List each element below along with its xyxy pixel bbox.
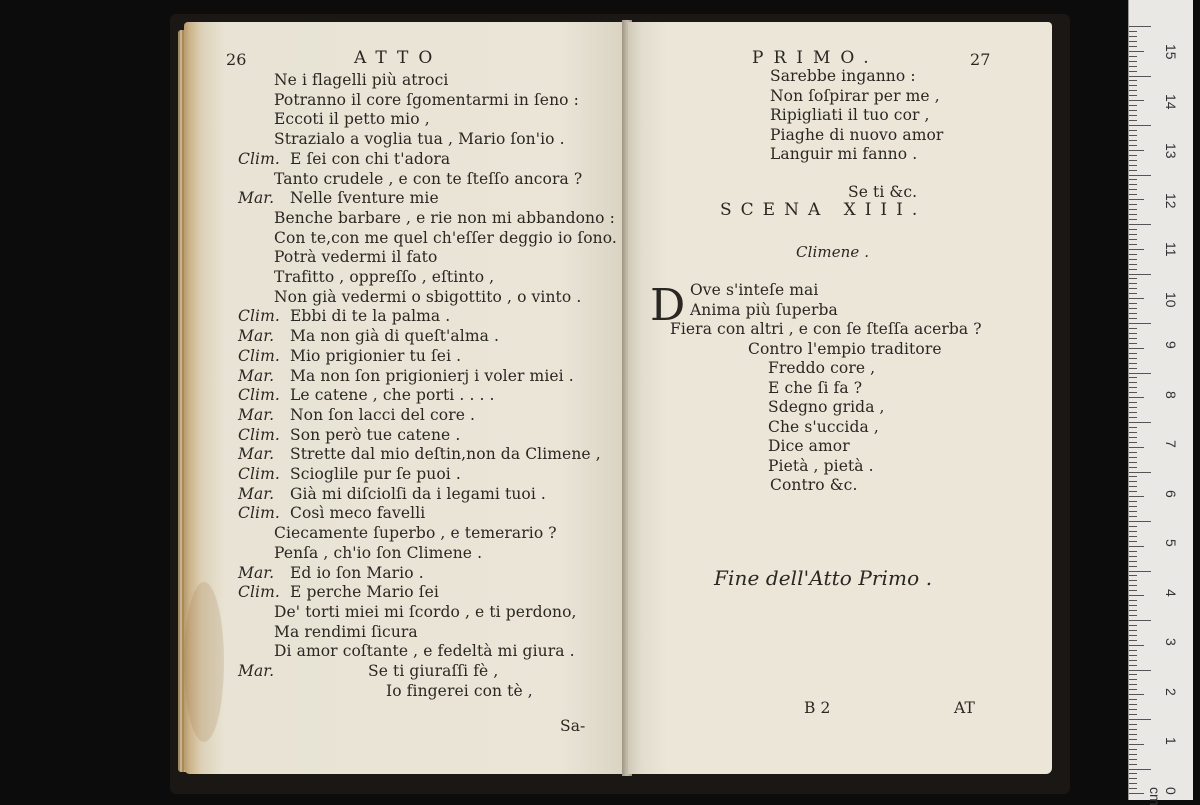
- scene-line: Freddo core ,: [768, 358, 875, 378]
- dialogue-line: Non ſon lacci del core .: [290, 405, 475, 425]
- ruler-tick: [1129, 625, 1137, 626]
- ruler-tick: [1129, 645, 1144, 646]
- ruler-tick: [1129, 778, 1137, 779]
- ruler-tick: [1129, 363, 1137, 364]
- ruler-tick: [1129, 491, 1137, 492]
- dialogue-line: Ma rendimi ſicura: [274, 622, 418, 642]
- ruler-tick: [1129, 120, 1137, 121]
- ruler-tick: [1129, 234, 1137, 235]
- dialogue-line: Ma non ſon prigionierj i voler miei .: [290, 366, 574, 386]
- dialogue-line: Potranno il core ſgomentarmi in ſeno :: [274, 90, 579, 110]
- ruler-tick: [1129, 76, 1151, 77]
- dialogue-line: Trafitto , oppreſſo , eſtinto ,: [274, 267, 494, 287]
- ruler-tick: [1129, 150, 1144, 151]
- dialogue-line: De' torti miei mi ſcordo , e ti perdono,: [274, 602, 577, 622]
- ruler-tick: [1129, 283, 1137, 284]
- ruler-tick: [1129, 585, 1137, 586]
- running-head-right: PRIMO.: [752, 48, 879, 68]
- ruler-label: 11: [1163, 242, 1179, 257]
- dialogue-line: Son però tue catene .: [290, 425, 460, 445]
- scene-line: Pietà , pietà .: [768, 456, 874, 476]
- dialogue-line: Ciecamente ſuperbo , e temerario ?: [274, 523, 557, 543]
- ruler-tick: [1129, 165, 1137, 166]
- ruler-tick: [1129, 630, 1137, 631]
- aria-line: Non ſoſpirar per me ,: [770, 86, 940, 106]
- ruler-tick: [1129, 531, 1137, 532]
- ruler-tick: [1129, 699, 1137, 700]
- ruler-tick: [1129, 422, 1151, 423]
- ruler-tick: [1129, 274, 1151, 275]
- ruler-tick: [1129, 580, 1137, 581]
- speaker-label: Clim.: [238, 306, 280, 326]
- ruler-label: 10: [1163, 292, 1179, 308]
- dialogue-line: Benche barbare , e rie non mi abbandono :: [274, 208, 615, 228]
- speaker-label: Mar.: [238, 563, 274, 583]
- ruler-tick: [1129, 571, 1151, 572]
- ruler-tick: [1129, 368, 1137, 369]
- dialogue-line: Scioglile pur ſe puoi .: [290, 464, 461, 484]
- scene-title: SCENA XIII.: [720, 200, 926, 220]
- ruler-tick: [1129, 719, 1151, 720]
- catchword-right: AT: [954, 698, 975, 718]
- dialogue-line: Ma non già di queſt'alma .: [290, 326, 499, 346]
- page-number-right: 27: [970, 50, 991, 70]
- ruler-tick: [1129, 229, 1137, 230]
- foxing-stain: [184, 582, 224, 742]
- ruler-tick: [1129, 179, 1137, 180]
- ruler-tick: [1129, 269, 1137, 270]
- ruler-tick: [1129, 373, 1151, 374]
- ruler-tick: [1129, 595, 1144, 596]
- ruler-tick: [1129, 323, 1151, 324]
- ruler-tick: [1129, 541, 1137, 542]
- ruler-tick: [1129, 26, 1151, 27]
- ruler-tick: [1129, 377, 1137, 378]
- closing-line: Fine dell'Atto Primo .: [714, 568, 932, 588]
- ruler-label: 5: [1163, 539, 1179, 547]
- ruler-tick: [1129, 46, 1137, 47]
- ruler-tick: [1129, 575, 1137, 576]
- ruler-tick: [1129, 71, 1137, 72]
- ruler-tick: [1129, 694, 1144, 695]
- ruler-tick: [1129, 476, 1137, 477]
- dialogue-line: Ne i flagelli più atroci: [274, 70, 448, 90]
- speaker-label: Mar.: [238, 326, 274, 346]
- ruler-tick: [1129, 125, 1151, 126]
- aria-line: Sarebbe inganno :: [770, 66, 916, 86]
- ruler-tick: [1129, 90, 1137, 91]
- dialogue-line: Di amor coſtante , e fedeltà mi giura .: [274, 641, 575, 661]
- ruler-label: 0 cm: [1147, 787, 1179, 805]
- ruler-tick: [1129, 382, 1137, 383]
- ruler-tick: [1129, 739, 1137, 740]
- ruler-tick: [1129, 442, 1137, 443]
- ruler-tick: [1129, 660, 1137, 661]
- ruler-tick: [1129, 566, 1137, 567]
- ruler-tick: [1129, 130, 1137, 131]
- dialogue-line: Non già vedermi o sbigottito , o vinto .: [274, 287, 581, 307]
- dialogue-line: Strette dal mio deſtin,non da Climene ,: [290, 444, 601, 464]
- ruler-tick: [1129, 110, 1137, 111]
- ruler-tick: [1129, 407, 1137, 408]
- ruler-tick: [1129, 303, 1137, 304]
- aria-line: Ripigliati il tuo cor ,: [770, 105, 930, 125]
- dialogue-line: Mio prigionier tu ſei .: [290, 346, 461, 366]
- ruler-tick: [1129, 333, 1137, 334]
- ruler-tick: [1129, 432, 1137, 433]
- ruler-label: 9: [1163, 341, 1179, 349]
- ruler-tick: [1129, 254, 1137, 255]
- dialogue-line: Io fingerei con tè ,: [386, 681, 533, 701]
- ruler-tick: [1129, 684, 1137, 685]
- ruler-tick: [1129, 526, 1137, 527]
- ruler-tick: [1129, 105, 1137, 106]
- scene-line: Contro &c.: [770, 475, 857, 495]
- ruler-tick: [1129, 209, 1137, 210]
- ruler-tick: [1129, 249, 1144, 250]
- dialogue-line: Se ti giuraſſi fè ,: [368, 661, 498, 681]
- ruler-tick: [1129, 219, 1137, 220]
- speaker-label: Mar.: [238, 444, 274, 464]
- scene-line: Sdegno grida ,: [768, 397, 885, 417]
- ruler-tick: [1129, 417, 1137, 418]
- ruler-tick: [1129, 783, 1137, 784]
- ruler-tick: [1129, 259, 1137, 260]
- ruler-tick: [1129, 437, 1137, 438]
- aria-line: Piaghe di nuovo amor: [770, 125, 943, 145]
- ruler-tick: [1129, 184, 1137, 185]
- ruler-tick: [1129, 759, 1137, 760]
- ruler-tick: [1129, 31, 1137, 32]
- ruler-label: 2: [1163, 688, 1179, 696]
- ruler-tick: [1129, 387, 1137, 388]
- ruler-tick: [1129, 556, 1137, 557]
- ruler-tick: [1129, 472, 1151, 473]
- ruler-tick: [1129, 729, 1137, 730]
- ruler-tick: [1129, 764, 1137, 765]
- ruler-label: 8: [1163, 391, 1179, 399]
- ruler-label: 15: [1163, 44, 1179, 60]
- ruler-tick: [1129, 452, 1137, 453]
- scene-line: Fiera con altri , e con ſe ſteſſa acerba ?: [670, 319, 982, 339]
- dialogue-line: Potrà vedermi il fato: [274, 247, 437, 267]
- ruler-tick: [1129, 194, 1137, 195]
- dialogue-line: Penſa , ch'io ſon Climene .: [274, 543, 482, 563]
- dialogue-line: E ſei con chi t'adora: [290, 149, 450, 169]
- scene-line: Che s'uccida ,: [768, 417, 879, 437]
- speaker-label: Clim.: [238, 149, 280, 169]
- ruler-tick: [1129, 214, 1137, 215]
- ruler-tick: [1129, 610, 1137, 611]
- ruler-tick: [1129, 462, 1137, 463]
- dialogue-line: Ed io ſon Mario .: [290, 563, 424, 583]
- ruler-tick: [1129, 293, 1137, 294]
- ruler-tick: [1129, 640, 1137, 641]
- dialogue-line: Tanto crudele , e con te ſteſſo ancora ?: [274, 169, 582, 189]
- ruler-tick: [1129, 115, 1137, 116]
- ruler-tick: [1129, 516, 1137, 517]
- ruler-tick: [1129, 145, 1137, 146]
- ruler-tick: [1129, 160, 1137, 161]
- speaker-label: Mar.: [238, 405, 274, 425]
- right-page: [628, 22, 1052, 774]
- ruler-tick: [1129, 655, 1137, 656]
- ruler-tick: [1129, 769, 1151, 770]
- ruler-tick: [1129, 724, 1137, 725]
- ruler-tick: [1129, 170, 1137, 171]
- ruler-label: 12: [1163, 193, 1179, 209]
- speaker-label: Clim.: [238, 346, 280, 366]
- ruler-label: 6: [1163, 490, 1179, 498]
- ruler-tick: [1129, 155, 1137, 156]
- dialogue-line: Già mi diſciolſi da i legami tuoi .: [290, 484, 546, 504]
- ruler-tick: [1129, 239, 1137, 240]
- ruler-tick: [1129, 41, 1137, 42]
- ruler-tick: [1129, 486, 1137, 487]
- ruler-tick: [1129, 521, 1151, 522]
- scene-line: Anima più ſuperba: [690, 300, 838, 320]
- ruler-tick: [1129, 536, 1137, 537]
- ruler-tick: [1129, 175, 1151, 176]
- dialogue-line: Strazialo a voglia tua , Mario ſon'io .: [274, 129, 565, 149]
- ruler-tick: [1129, 447, 1144, 448]
- ruler-tick: [1129, 754, 1137, 755]
- ruler-tick: [1129, 788, 1137, 789]
- ruler-tick: [1129, 308, 1137, 309]
- ruler-tick: [1129, 288, 1137, 289]
- ruler-tick: [1129, 338, 1137, 339]
- left-page: [184, 22, 626, 774]
- ruler-tick: [1129, 135, 1137, 136]
- dialogue-line: E perche Mario ſei: [290, 582, 439, 602]
- scene-line: Ove s'inteſe mai: [690, 280, 818, 300]
- dialogue-line: Così meco favelli: [290, 503, 425, 523]
- running-head-left: ATTO: [354, 48, 442, 68]
- scene-line: E che ſi fa ?: [768, 378, 862, 398]
- ruler-tick: [1129, 348, 1144, 349]
- ruler-tick: [1129, 734, 1137, 735]
- ruler-tick: [1129, 561, 1137, 562]
- ruler-tick: [1129, 397, 1144, 398]
- ruler-tick: [1129, 56, 1137, 57]
- ruler-tick: [1129, 51, 1144, 52]
- ruler-tick: [1129, 744, 1144, 745]
- ruler-tick: [1129, 80, 1137, 81]
- ruler-tick: [1129, 199, 1144, 200]
- ruler-tick: [1129, 501, 1137, 502]
- scene-character: Climene .: [796, 242, 869, 262]
- page-number-left: 26: [226, 50, 247, 70]
- ruler-tick: [1129, 353, 1137, 354]
- dialogue-line: Nelle ſventure mie: [290, 188, 439, 208]
- scene-line: Dice amor: [768, 436, 850, 456]
- measurement-ruler: [1128, 0, 1193, 800]
- dialogue-line: Con te,con me quel ch'eſſer deggio io ſono.: [274, 228, 617, 248]
- dialogue-line: Le catene , che porti . . . .: [290, 385, 495, 405]
- ruler-tick: [1129, 635, 1137, 636]
- aria-line: Languir mi fanno .: [770, 144, 917, 164]
- ruler-tick: [1129, 709, 1137, 710]
- ruler-tick: [1129, 674, 1137, 675]
- speaker-label: Clim.: [238, 425, 280, 445]
- ruler-label: 1: [1163, 737, 1179, 745]
- ruler-tick: [1129, 36, 1137, 37]
- ruler-tick: [1129, 392, 1137, 393]
- ruler-tick: [1129, 100, 1144, 101]
- ruler-tick: [1129, 689, 1137, 690]
- speaker-label: Clim.: [238, 385, 280, 405]
- catchword-left: Sa-: [560, 716, 585, 736]
- ruler-tick: [1129, 511, 1137, 512]
- ruler-tick: [1129, 605, 1137, 606]
- dialogue-line: Ebbi di te la palma .: [290, 306, 450, 326]
- ruler-tick: [1129, 328, 1137, 329]
- ruler-tick: [1129, 204, 1137, 205]
- ruler-tick: [1129, 427, 1137, 428]
- ruler-tick: [1129, 496, 1144, 497]
- speaker-label: Clim.: [238, 582, 280, 602]
- ruler-tick: [1129, 457, 1137, 458]
- ruler-tick: [1129, 244, 1137, 245]
- ruler-tick: [1129, 749, 1137, 750]
- ruler-tick: [1129, 95, 1137, 96]
- ruler-tick: [1129, 298, 1144, 299]
- ruler-tick: [1129, 358, 1137, 359]
- ruler-label: 7: [1163, 440, 1179, 448]
- scene-line: Contro l'empio traditore: [748, 339, 942, 359]
- ruler-tick: [1129, 620, 1151, 621]
- ruler-tick: [1129, 600, 1137, 601]
- ruler-label: 4: [1163, 589, 1179, 597]
- ruler-tick: [1129, 61, 1137, 62]
- ruler-tick: [1129, 313, 1137, 314]
- speaker-label: Mar.: [238, 484, 274, 504]
- ruler-tick: [1129, 85, 1137, 86]
- ruler-tick: [1129, 551, 1137, 552]
- da-capo: Se ti &c.: [848, 182, 917, 202]
- speaker-label: Mar.: [238, 188, 274, 208]
- drop-cap: D: [650, 284, 685, 328]
- ruler-tick: [1129, 546, 1144, 547]
- ruler-tick: [1129, 773, 1137, 774]
- speaker-label: Mar.: [238, 366, 274, 386]
- ruler-tick: [1129, 481, 1137, 482]
- ruler-tick: [1129, 670, 1151, 671]
- ruler-tick: [1129, 615, 1137, 616]
- ruler-tick: [1129, 318, 1137, 319]
- ruler-tick: [1129, 343, 1137, 344]
- ruler-tick: [1129, 704, 1137, 705]
- ruler-tick: [1129, 66, 1137, 67]
- ruler-tick: [1129, 224, 1151, 225]
- speaker-label: Mar.: [238, 661, 274, 681]
- ruler-tick: [1129, 650, 1137, 651]
- ruler-tick: [1129, 264, 1137, 265]
- signature-mark: B 2: [804, 698, 830, 718]
- ruler-tick: [1129, 506, 1137, 507]
- ruler-label: 13: [1163, 143, 1179, 159]
- ruler-tick: [1129, 665, 1137, 666]
- ruler-tick: [1129, 140, 1137, 141]
- dialogue-line: Eccoti il petto mio ,: [274, 109, 430, 129]
- ruler-tick: [1129, 590, 1137, 591]
- ruler-tick: [1129, 278, 1137, 279]
- ruler-tick: [1129, 402, 1137, 403]
- ruler-label: 14: [1163, 94, 1179, 110]
- speaker-label: Clim.: [238, 464, 280, 484]
- ruler-tick: [1129, 714, 1137, 715]
- ruler-tick: [1129, 467, 1137, 468]
- ruler-tick: [1129, 793, 1144, 794]
- ruler-tick: [1129, 412, 1137, 413]
- speaker-label: Clim.: [238, 503, 280, 523]
- ruler-tick: [1129, 189, 1137, 190]
- ruler-label: 3: [1163, 638, 1179, 646]
- ruler-tick: [1129, 679, 1137, 680]
